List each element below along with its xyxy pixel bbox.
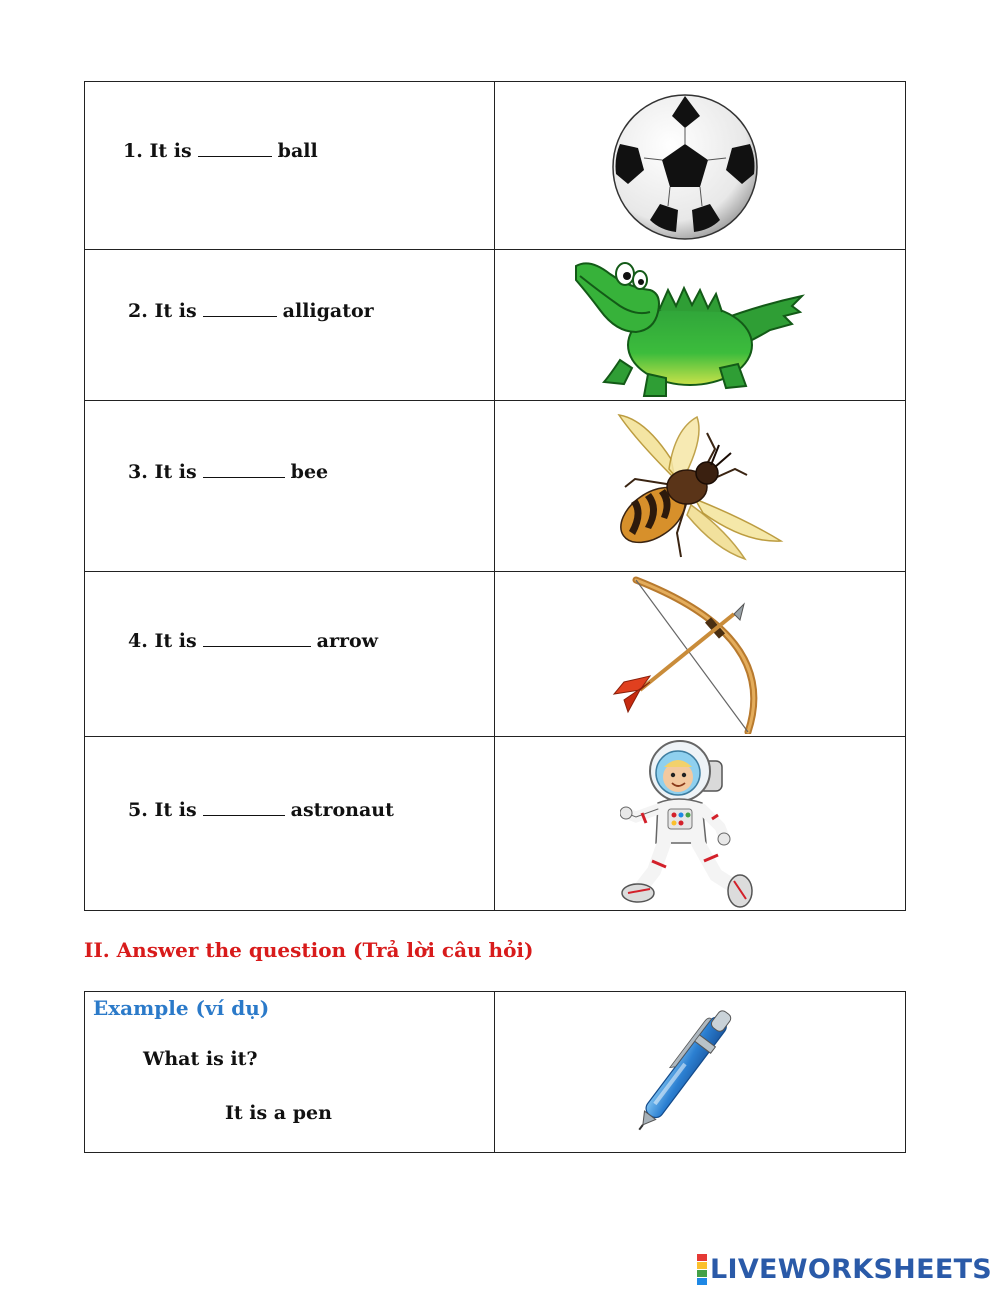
question-cell (85, 572, 495, 736)
example-question: What is it? (143, 1048, 258, 1070)
question-word: astronaut (290, 799, 394, 821)
question-text (128, 799, 394, 821)
question-cell (85, 401, 495, 571)
question-text (128, 300, 374, 322)
answer-blank[interactable] (203, 314, 277, 317)
question-prefix: It is (154, 799, 197, 821)
question-number: 4. (128, 630, 148, 652)
question-prefix: It is (154, 300, 197, 322)
alligator-icon (570, 250, 805, 400)
liveworksheets-logo (697, 1254, 992, 1285)
question-prefix: It is (154, 630, 197, 652)
logo-blocks-icon (697, 1254, 707, 1285)
section-heading: II. Answer the question (Trả lời câu hỏi) (84, 938, 534, 962)
picture-cell (495, 737, 905, 910)
question-text (128, 461, 328, 483)
logo-text: LIVEWORKSHEETS (710, 1254, 993, 1285)
question-text (123, 140, 318, 162)
picture-cell (495, 82, 905, 249)
fill-in-table (84, 81, 906, 911)
question-word: ball (277, 140, 318, 162)
table-row (85, 82, 905, 250)
astronaut-icon (620, 739, 760, 909)
question-number: 3. (128, 461, 148, 483)
question-number: 1. (123, 140, 143, 162)
question-cell (85, 82, 495, 249)
example-cell (85, 992, 495, 1152)
example-answer: It is a pen (225, 1102, 332, 1124)
bee-icon (595, 409, 790, 567)
question-text (128, 630, 378, 652)
question-word: bee (290, 461, 329, 483)
answer-blank[interactable] (198, 154, 272, 157)
answer-blank[interactable] (203, 644, 311, 647)
pen-icon (615, 992, 765, 1137)
table-row (85, 250, 905, 401)
bow-and-arrow-icon (610, 576, 785, 734)
soccer-ball-icon (610, 92, 760, 242)
table-row (85, 992, 905, 1152)
question-number: 2. (128, 300, 148, 322)
question-cell (85, 737, 495, 910)
question-prefix: It is (149, 140, 192, 162)
picture-cell (495, 401, 905, 571)
example-table (84, 991, 906, 1153)
table-row (85, 401, 905, 572)
question-word: arrow (316, 630, 379, 652)
picture-cell (495, 992, 905, 1152)
question-word: alligator (282, 300, 374, 322)
question-number: 5. (128, 799, 148, 821)
example-title: Example (ví dụ) (93, 996, 270, 1020)
question-cell (85, 250, 495, 400)
answer-blank[interactable] (203, 475, 285, 478)
picture-cell (495, 250, 905, 400)
picture-cell (495, 572, 905, 736)
table-row (85, 572, 905, 737)
table-row (85, 737, 905, 910)
answer-blank[interactable] (203, 813, 285, 816)
question-prefix: It is (154, 461, 197, 483)
